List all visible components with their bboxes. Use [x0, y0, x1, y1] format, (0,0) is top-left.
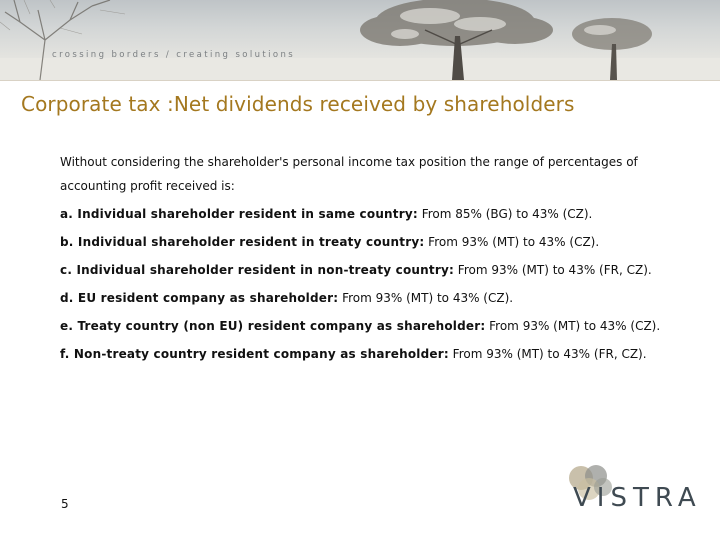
item-text: From 93% (MT) to 43% (CZ). — [338, 291, 514, 305]
item-label: f. Non-treaty country resident company as shareholder: — [60, 347, 449, 361]
title-divider — [0, 80, 720, 81]
item-label: d. EU resident company as shareholder: — [60, 291, 339, 305]
item-text: From 93% (MT) to 43% (FR, CZ). — [448, 347, 647, 361]
item-text: From 93% (MT) to 43% (CZ). — [424, 235, 600, 249]
slide-body — [60, 150, 670, 370]
intro-paragraph: Without considering the shareholder's personal income tax position the range of percentages of accounting profit received is: — [60, 155, 638, 193]
list-item — [60, 230, 670, 254]
list-item — [60, 258, 670, 282]
slide-title: Corporate tax :Net dividends received by shareholders — [21, 92, 575, 116]
page-number: 5 — [61, 497, 69, 511]
item-label: e. Treaty country (non EU) resident company as shareholder: — [60, 319, 486, 333]
header-banner — [0, 0, 720, 80]
winter-trees-image — [0, 0, 720, 80]
item-text: From 93% (MT) to 43% (CZ). — [485, 319, 661, 333]
item-label: a. Individual shareholder resident in same country: — [60, 207, 418, 221]
vistra-logo — [565, 465, 702, 525]
item-text: From 93% (MT) to 43% (FR, CZ). — [453, 263, 652, 277]
list-item — [60, 202, 670, 226]
item-label: c. Individual shareholder resident in non-treaty country: — [60, 263, 454, 277]
item-label: b. Individual shareholder resident in treaty country: — [60, 235, 425, 249]
logo-wordmark: VISTRA — [573, 483, 702, 513]
list-item — [60, 314, 670, 338]
list-item — [60, 286, 670, 310]
tagline: crossing borders / creating solutions — [52, 50, 296, 60]
list-item — [60, 342, 670, 366]
item-text: From 85% (BG) to 43% (CZ). — [417, 207, 593, 221]
